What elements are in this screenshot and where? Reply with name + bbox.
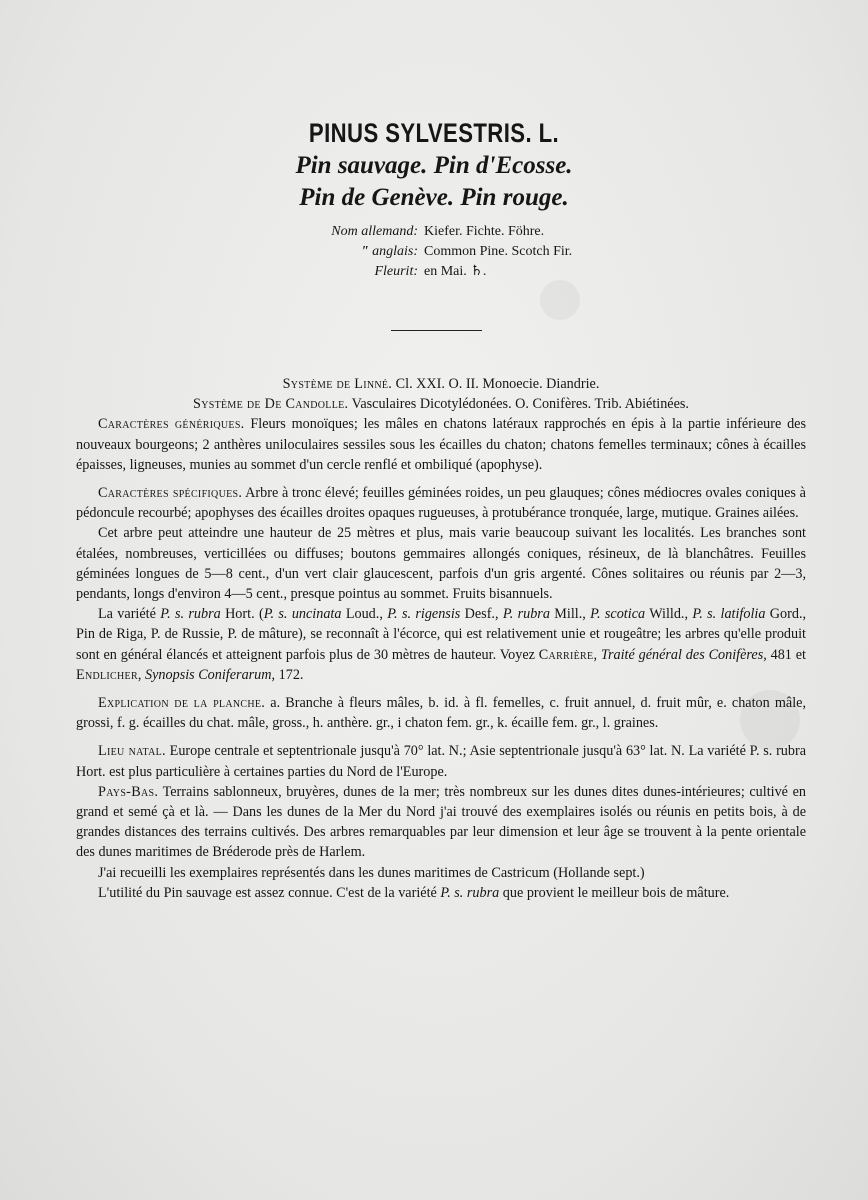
flowering-label: Fleurit: xyxy=(374,264,418,279)
utility-text: L'utilité du Pin sauvage est assez connue. C'est de la variété xyxy=(98,884,437,901)
utility-paragraph xyxy=(76,883,806,903)
title-block xyxy=(0,116,868,214)
netherlands-paragraph xyxy=(76,782,806,863)
synonym-name: P. s. rigensis xyxy=(387,606,461,623)
page-title: PINUS SYLVESTRIS. L. xyxy=(308,118,560,148)
variety-name: P. s. rubra xyxy=(160,606,221,623)
plate-text: a. Branche à fleurs mâles, b. id. à fl. femelles, c. fruit annuel, d. fruit mûr, e. chaton mâle, grossi, f. g. écailles du chat. mâle, gross., h. anthère. gr., i chaton fem. gr., k. écaille fem. gr., l. graines. xyxy=(76,695,806,732)
german-label: Nom allemand: xyxy=(331,224,418,239)
paper-stain xyxy=(540,280,580,320)
reference-title: Traité général des Conifères xyxy=(600,646,764,663)
english-name-row xyxy=(300,242,660,262)
specific-label: Caractères spécifiques. xyxy=(98,485,243,502)
linne-text: Cl. XXI. O. II. Monoecie. Diandrie. xyxy=(395,376,600,392)
reference-title: Synopsis Coniferarum xyxy=(145,666,272,683)
plate-label: Explication de la planche. xyxy=(98,695,266,712)
ditto-mark: " xyxy=(360,244,369,259)
native-label: Lieu natal. xyxy=(98,743,166,760)
linne-system xyxy=(76,374,806,394)
plate-explanation xyxy=(76,693,806,733)
author-name: Carrière xyxy=(538,646,594,663)
description-paragraph: Cet arbre peut atteindre une hauteur de 25 mètres et plus, mais varie beaucoup suivant les localités. Les branches sont étalées, nombreuses, verticillées ou diffuses; boutons gemmaires allongés coniques, résineux, de là blanchâtres. Feuilles géminées longues de 5—8 cent., d'un vert clair glaucescent, parfois d'un gris argenté. Cônes solitaires ou réunis par 2—3, pendants, longs d'environ 4—5 cent., presque pointus au sommet. Fruits bisannuels. xyxy=(76,525,806,603)
generic-text: Fleurs monoïques; les mâles en chatons latéraux rapprochés en épis à la partie inférieure des nouveaux bourgeons; 2 anthères uniloculaires sessiles sous les écailles du chaton; chatons femelles terminaux; cônes à écailles épaisses, ligneuses, munies au sommet d'un cercle renflé et ombiliqué (apophyse). xyxy=(76,416,806,473)
utility-text: que provient le meilleur bois de mâture. xyxy=(502,884,730,901)
variety-name: P. s. rubra xyxy=(440,884,500,901)
flowering-value: en Mai. ♄. xyxy=(424,264,487,279)
collection-note: J'ai recueilli les exemplaires représentés dans les dunes maritimes de Castricum (Hollande sept.) xyxy=(98,864,645,881)
synonym-name: P. rubra xyxy=(502,606,550,623)
vernacular-names xyxy=(300,222,660,282)
variety-text: , 481 et xyxy=(763,646,806,663)
english-value: Common Pine. Scotch Fir. xyxy=(424,244,573,259)
variety-text: Desf., xyxy=(464,606,499,623)
author-name: Endlicher xyxy=(76,666,138,683)
specific-characters xyxy=(76,483,806,523)
synonym-name: P. s. uncinata xyxy=(263,606,342,623)
common-names-line-2: Pin de Genève. Pin rouge. xyxy=(299,184,569,211)
variety-text: Mill., xyxy=(554,606,586,623)
candolle-text: Vasculaires Dicotylédonées. O. Conifères. Trib. Abiétinées. xyxy=(351,396,689,413)
description-body xyxy=(76,374,806,903)
flowering-row xyxy=(300,262,660,282)
variety-text: Gord., Pin de Riga, P. de Russie, P. de mâture), se reconnaît à l'écorce, qui est relativement unie et rougeâtre; les arbres qu'elle produit sont en général élancés et atteignent parfois plus de 30 mètres de hauteur. Voyez xyxy=(76,606,807,663)
candolle-system xyxy=(76,394,806,414)
native-range xyxy=(76,741,806,781)
english-label-cell xyxy=(300,242,418,262)
common-names-line-1: Pin sauvage. Pin d'Ecosse. xyxy=(295,152,573,179)
specific-text: Arbre à tronc élevé; feuilles géminées roides, un peu glauques; cônes médiocres ovales coniques à pédoncule recourbé; apophyses des écailles droites opaques rugueuses, à protubérance tronquée, large, mutique. Graines ailées. xyxy=(76,485,806,522)
linne-label: Système de Linné. xyxy=(282,376,393,392)
netherlands-label: Pays-Bas. xyxy=(98,783,159,800)
german-name-row xyxy=(300,222,660,242)
variety-text: Loud., xyxy=(345,606,383,623)
generic-characters xyxy=(76,414,806,475)
netherlands-text: Terrains sablonneux, bruyères, dunes de la mer; très nombreux sur les dunes dites dunes-intérieures; cultivé en grand et semé çà et là. — Dans les dunes de la Mer du Nord j'ai trouvé des exemplaires isolés ou réunis en petits bois, à de grandes distances des terrains cultivés. Des arbres remarquables par leur dimension et leur âge se trouvent à la pente orientale des dunes maritimes de Bréderode près de Harlem. xyxy=(76,783,806,861)
variety-text: , 172. xyxy=(271,666,304,683)
candolle-label: Système de De Candolle. xyxy=(193,396,349,413)
english-label: anglais: xyxy=(372,244,418,259)
separator-rule xyxy=(391,330,482,331)
german-value: Kiefer. Fichte. Föhre. xyxy=(424,224,545,239)
native-text: Europe centrale et septentrionale jusqu'à 70° lat. N.; Asie septentrionale jusqu'à 63° lat. N. La variété P. s. rubra Hort. est plus particulière à certaines parties du Nord de l'Europe. xyxy=(76,743,807,780)
variety-text: Hort. ( xyxy=(225,606,264,623)
synonym-name: P. scotica xyxy=(590,606,646,623)
variety-text: La variété xyxy=(98,606,156,623)
synonym-name: P. s. latifolia xyxy=(692,606,766,623)
variety-text: , xyxy=(593,646,597,663)
variety-text: Willd., xyxy=(649,606,689,623)
generic-label: Caractères génériques. xyxy=(98,416,245,433)
variety-paragraph xyxy=(76,604,806,685)
variety-text: , xyxy=(137,666,142,683)
